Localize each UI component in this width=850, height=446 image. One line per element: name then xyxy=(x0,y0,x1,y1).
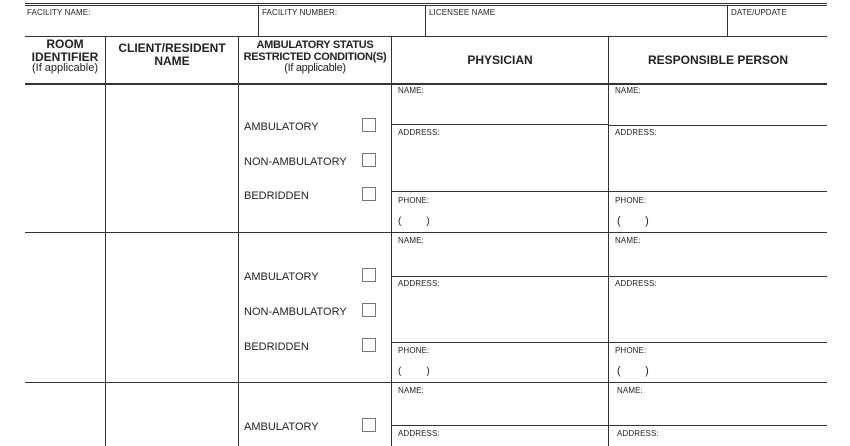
responsible-phone-label: PHONE: xyxy=(615,346,647,355)
physician-header: PHYSICIAN xyxy=(467,53,533,67)
ambulatory-checkbox[interactable] xyxy=(362,418,376,432)
non-ambulatory-checkbox[interactable] xyxy=(362,153,376,167)
status-ambulatory-label: AMBULATORY xyxy=(244,121,319,133)
field-rule xyxy=(392,425,608,426)
responsible-phone-area-code[interactable]: ( ) xyxy=(617,365,649,377)
date-update-label: DATE/UPDATE xyxy=(731,8,787,17)
status-bedridden-label: BEDRIDDEN xyxy=(244,341,309,353)
row-rule xyxy=(25,382,827,383)
divider xyxy=(727,6,728,36)
room-identifier-cell[interactable] xyxy=(26,86,104,230)
status-bedridden-label: BEDRIDDEN xyxy=(244,190,309,202)
status-non-ambulatory-label: NON-AMBULATORY xyxy=(244,156,347,168)
responsible-address-label: ADDRESS: xyxy=(615,128,657,137)
responsible-address-label: ADDRESS: xyxy=(617,429,659,438)
responsible-name-label: NAME: xyxy=(615,86,641,95)
column-divider xyxy=(238,37,239,446)
status-ambulatory-label: AMBULATORY xyxy=(244,421,319,433)
field-rule xyxy=(392,276,608,277)
physician-phone-area-code[interactable]: ( ) xyxy=(398,366,430,377)
field-rule xyxy=(609,425,827,426)
client-name-cell[interactable] xyxy=(107,86,237,230)
column-divider xyxy=(608,37,609,446)
field-rule xyxy=(609,191,827,192)
bedridden-checkbox[interactable] xyxy=(362,338,376,352)
room-identifier-cell[interactable] xyxy=(26,385,104,445)
client-name-cell[interactable] xyxy=(107,235,237,379)
physician-address-label: ADDRESS: xyxy=(398,429,440,438)
field-rule xyxy=(609,276,827,277)
ambulatory-status-header: AMBULATORY STATUS RESTRICTED CONDITION(S) (If applicable) xyxy=(243,39,387,75)
column-divider xyxy=(105,37,106,446)
client-resident-header: CLIENT/RESIDENT NAME xyxy=(118,41,226,68)
facility-number-label: FACILITY NUMBER: xyxy=(262,8,338,17)
ambulatory-checkbox[interactable] xyxy=(362,268,376,282)
field-rule xyxy=(392,191,608,192)
divider xyxy=(425,6,426,36)
responsible-phone-label: PHONE: xyxy=(615,196,647,205)
licensee-name-label: LICENSEE NAME xyxy=(429,8,496,17)
column-header-rule xyxy=(25,83,827,85)
physician-phone-label: PHONE: xyxy=(398,196,430,205)
client-name-cell[interactable] xyxy=(107,385,237,445)
physician-address-label: ADDRESS: xyxy=(398,128,440,137)
field-rule xyxy=(392,124,608,125)
licensee-name-field[interactable] xyxy=(427,18,725,34)
date-update-field[interactable] xyxy=(729,18,825,34)
physician-name-label: NAME: xyxy=(398,386,424,395)
status-non-ambulatory-label: NON-AMBULATORY xyxy=(244,306,347,318)
field-rule xyxy=(609,342,827,343)
field-rule xyxy=(609,125,827,126)
responsible-phone-area-code[interactable]: ( ) xyxy=(617,215,649,227)
facility-name-field[interactable] xyxy=(26,18,256,34)
field-rule xyxy=(392,342,608,343)
responsible-person-header: RESPONSIBLE PERSON xyxy=(647,53,789,67)
facility-number-field[interactable] xyxy=(260,18,422,34)
facility-name-label: FACILITY NAME: xyxy=(27,8,91,17)
room-identifier-header: ROOM IDENTIFIER (If applicable) xyxy=(31,37,99,75)
divider xyxy=(258,6,259,36)
ambulatory-checkbox[interactable] xyxy=(362,118,376,132)
responsible-address-label: ADDRESS: xyxy=(615,279,657,288)
responsible-name-label: NAME: xyxy=(615,236,641,245)
responsible-name-label: NAME: xyxy=(617,386,643,395)
top-rule xyxy=(25,3,827,4)
physician-name-label: NAME: xyxy=(398,86,424,95)
physician-address-label: ADDRESS: xyxy=(398,279,440,288)
row-rule xyxy=(25,232,827,233)
non-ambulatory-checkbox[interactable] xyxy=(362,303,376,317)
physician-phone-area-code[interactable]: ( ) xyxy=(398,216,430,227)
bedridden-checkbox[interactable] xyxy=(362,187,376,201)
header-bottom-rule xyxy=(25,36,827,37)
status-ambulatory-label: AMBULATORY xyxy=(244,271,319,283)
physician-name-label: NAME: xyxy=(398,236,424,245)
room-identifier-cell[interactable] xyxy=(26,235,104,379)
top-rule-2 xyxy=(25,5,827,6)
column-divider xyxy=(391,37,392,446)
physician-phone-label: PHONE: xyxy=(398,346,430,355)
